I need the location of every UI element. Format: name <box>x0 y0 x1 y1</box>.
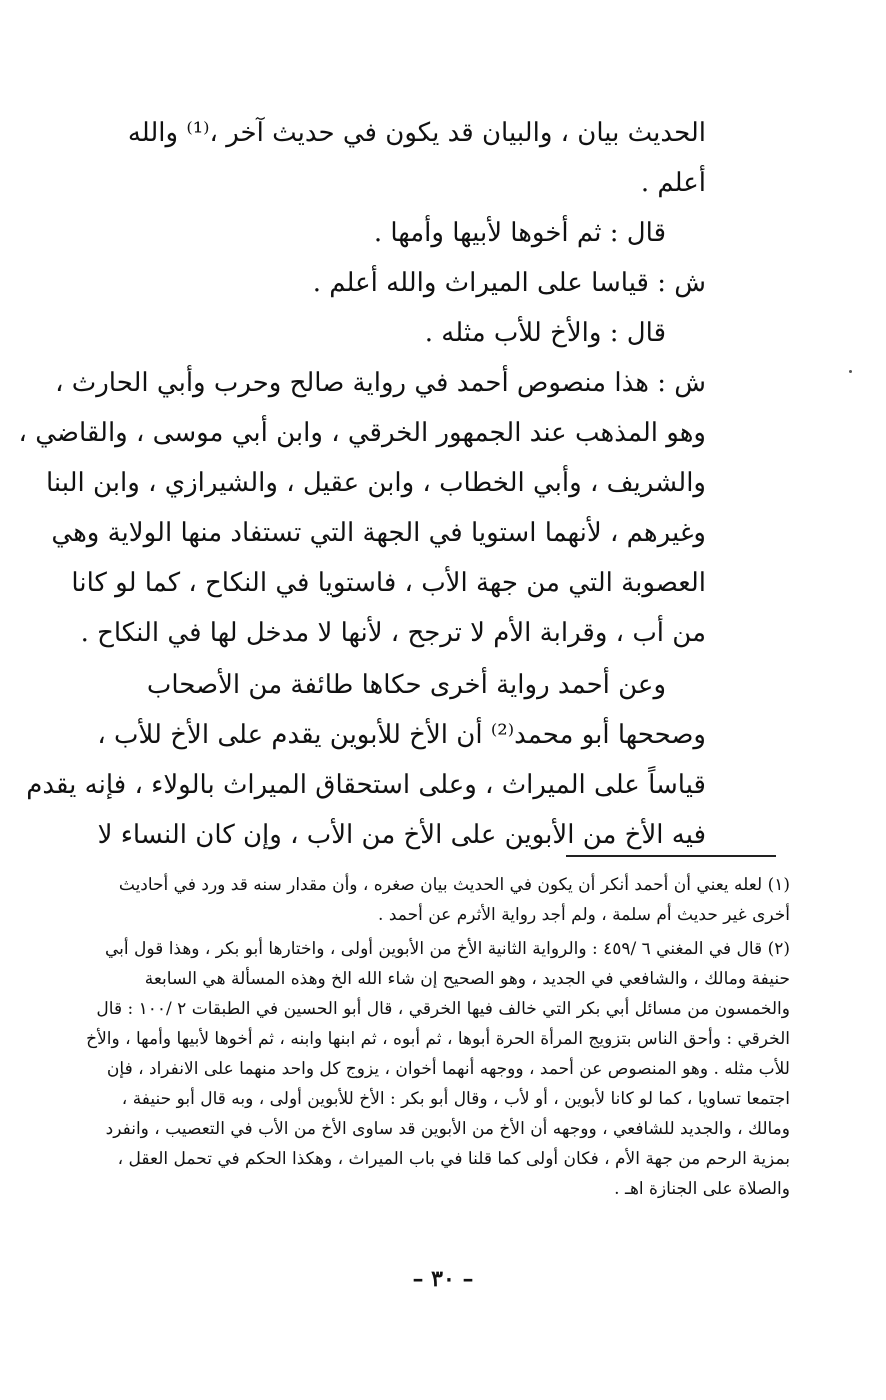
footnote-line: بمزية الرحم من جهة الأم ، فكان أولى كما قلنا في باب الميراث ، وهكذا الحكم في تحمل العقل ، <box>117 1149 790 1169</box>
page-number: – ٣٠ – <box>412 1266 474 1292</box>
footnote-separator <box>566 855 776 857</box>
footnote-line: (١) لعله يعني أن أحمد أنكر أن يكون في الحديث بيان صغره ، وأن مقدار سنه قد ورد في أحاديث <box>118 875 790 895</box>
main-line: والشريف ، وأبي الخطاب ، وابن عقيل ، والشيرازي ، وابن البنا <box>45 468 706 498</box>
main-line: وصححها أبو محمد⁽²⁾ أن الأخ للأبوين يقدم على الأخ للأب ، <box>97 720 706 750</box>
main-line: ش : قياسا على الميراث والله أعلم . <box>312 268 706 298</box>
footnote-line: أخرى غير حديث أم سلمة ، ولم أجد رواية الأثرم عن أحمد . <box>378 905 790 925</box>
main-line: وغيرهم ، لأنهما استويا في الجهة التي تستفاد منها الولاية وهي <box>51 518 706 548</box>
main-line: قياساً على الميراث ، وعلى استحقاق الميراث بالولاء ، فإنه يقدم <box>26 770 706 800</box>
main-line: قال : والأخ للأب مثله . <box>424 318 666 348</box>
main-line: الحديث بيان ، والبيان قد يكون في حديث آخر ،⁽¹⁾ والله <box>127 118 706 148</box>
footnote-line: الخرقي : وأحق الناس بتزويج المرأة الحرة أبوها ، ثم أبوه ، ثم ابنها وابنه ، ثم أخوها لأبيها وأمها ، والأخ <box>86 1029 790 1049</box>
main-line: ش : هذا منصوص أحمد في رواية صالح وحرب وأبي الحارث ، <box>55 368 706 398</box>
stray-dot <box>849 370 852 373</box>
footnotes <box>86 870 790 1208</box>
main-line: أعلم . <box>640 168 706 198</box>
footnote-1 <box>100 870 790 930</box>
footnote-line: والصلاة على الجنازة اهـ . <box>614 1179 790 1199</box>
main-line: العصوبة التي من جهة الأب ، فاستويا في النكاح ، كما لو كانا <box>71 568 706 598</box>
main-line: من أب ، وقرابة الأم لا ترجح ، لأنها لا مدخل لها في النكاح . <box>80 618 706 648</box>
main-line: قال : ثم أخوها لأبيها وأمها . <box>373 218 666 248</box>
footnote-line: والخمسون من مسائل أبي بكر التي خالف فيها الخرقي ، قال أبو الحسين في الطبقات ٢ /١٠٠ : قال <box>96 999 790 1019</box>
footnote-line: اجتمعا تساويا ، كما لو كانا لأبوين ، أو لأب ، وقال أبو بكر : الأخ للأبوين أولى ، وبه قال أبو حنيفة ، <box>121 1089 790 1109</box>
footnote-line: ومالك ، والجديد للشافعي ، ووجهه أن الأخ من الأبوين قد ساوى الأخ من الأب في التعصيب ، وانفرد <box>105 1119 790 1139</box>
main-text <box>18 108 706 860</box>
main-line: وهو المذهب عند الجمهور الخرقي ، وابن أبي موسى ، والقاضي ، <box>18 418 706 448</box>
footnote-2 <box>86 934 790 1204</box>
footnote-line: للأب مثله . وهو المنصوص عن أحمد ، ووجهه أنهما أخوان ، يزوج كل واحد منهما على الانفراد ، فإن <box>106 1059 790 1079</box>
footnote-line: حنيفة ومالك ، والشافعي في الجديد ، وهو الصحيح إن شاء الله الخ وهذه المسألة هي السابعة <box>144 969 790 989</box>
main-line: فيه الأخ من الأبوين على الأخ من الأب ، وإن كان النساء لا <box>97 820 706 850</box>
main-line: وعن أحمد رواية أخرى حكاها طائفة من الأصحاب <box>146 670 666 700</box>
footnote-line: (٢) قال في المغني ٦ /٤٥٩ : والرواية الثانية الأخ من الأبوين أولى ، واختارها أبو بكر ، وهذا قول أبي <box>105 939 790 959</box>
